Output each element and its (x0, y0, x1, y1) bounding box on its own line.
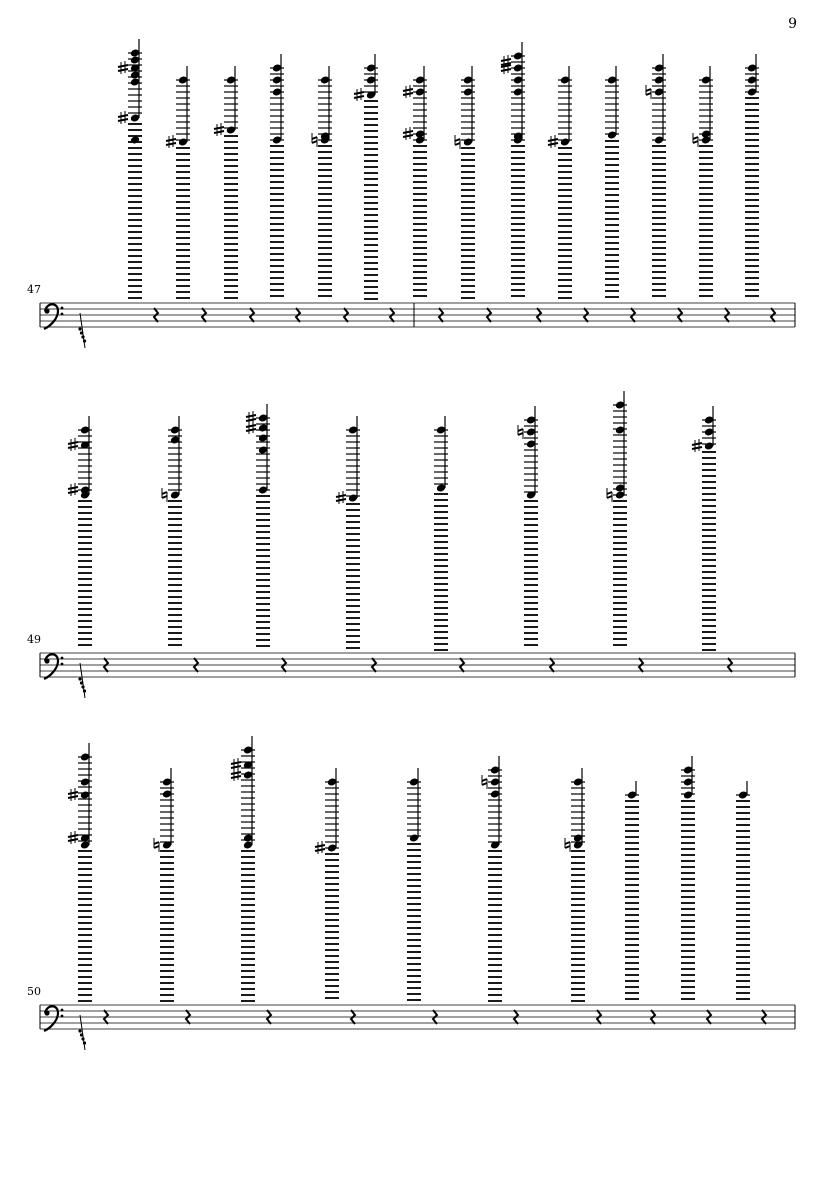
sharp-stroke (403, 89, 413, 91)
quarter-rest (728, 658, 732, 672)
grace-note (80, 331, 83, 334)
quarter-rest (433, 1010, 437, 1024)
quarter-rest (439, 308, 443, 322)
sharp-stroke (336, 495, 346, 497)
quarter-rest (296, 308, 300, 322)
sharp-stroke (68, 796, 78, 798)
grace-stem (80, 663, 85, 698)
chord (693, 66, 729, 322)
quarter-rest (597, 1010, 601, 1024)
natural-stroke (693, 141, 698, 143)
sharp-stroke (548, 143, 558, 145)
chord (407, 768, 437, 1024)
chord (68, 416, 108, 672)
chord (565, 768, 601, 1024)
chord (154, 768, 190, 1024)
sharp-stroke (692, 443, 702, 445)
chord (646, 54, 682, 322)
natural-stroke (646, 89, 651, 91)
quarter-rest (282, 658, 286, 672)
quarter-rest (344, 308, 348, 322)
sharp-stroke (231, 776, 241, 778)
natural-stroke (312, 141, 317, 143)
page-number: 9 (788, 16, 797, 32)
measure-number-49: 49 (27, 633, 41, 646)
quarter-rest (725, 308, 729, 322)
sharp-stroke (246, 429, 256, 431)
quarter-rest (267, 1010, 271, 1024)
grace-note (80, 681, 83, 684)
chord (605, 66, 635, 322)
sharp-stroke (166, 139, 176, 141)
quarter-rest (639, 658, 643, 672)
sharp-stroke (315, 849, 325, 851)
measure-number-47: 47 (27, 283, 41, 296)
sharp-stroke (403, 131, 413, 133)
quarter-rest (631, 308, 635, 322)
quarter-rest (194, 658, 198, 672)
sharp-stroke (548, 139, 558, 141)
natural-stroke (312, 137, 317, 139)
grace-note (81, 1037, 84, 1040)
grace-note (78, 677, 81, 680)
staff-system-50 (40, 736, 795, 1050)
natural-stroke (482, 783, 487, 785)
sharp-stroke (354, 92, 364, 94)
quarter-rest (202, 308, 206, 322)
quarter-rest (104, 1010, 108, 1024)
natural-stroke (455, 143, 460, 145)
grace-stem (80, 1015, 85, 1050)
sharp-stroke (246, 419, 256, 421)
chord (403, 66, 443, 322)
chord (166, 66, 206, 322)
bass-clef-curve (44, 1006, 58, 1031)
chord (336, 416, 376, 672)
sharp-stroke (231, 762, 241, 764)
chord (625, 781, 655, 1024)
quarter-rest (250, 308, 254, 322)
sharp-stroke (118, 69, 128, 71)
sharp-stroke (354, 96, 364, 98)
chord (434, 416, 464, 672)
natural-stroke (154, 842, 159, 844)
grace-note (83, 1041, 86, 1044)
sharp-stroke (246, 415, 256, 417)
sharp-stroke (118, 65, 128, 67)
grace-note (81, 685, 84, 688)
grace-note (83, 339, 86, 342)
chord (118, 39, 158, 322)
sharp-stroke (166, 143, 176, 145)
natural-stroke (162, 496, 167, 498)
sharp-stroke (403, 135, 413, 137)
chord (246, 404, 286, 672)
grace-note (78, 327, 81, 330)
quarter-rest (651, 1010, 655, 1024)
grace-stem (80, 313, 85, 348)
sharp-stroke (692, 447, 702, 449)
bass-clef-dot (61, 313, 64, 316)
chord (745, 54, 775, 322)
natural-stroke (482, 779, 487, 781)
sharp-stroke (118, 119, 128, 121)
grace-note (81, 335, 84, 338)
bass-clef-curve (44, 304, 58, 329)
quarter-rest (390, 308, 394, 322)
sharp-stroke (68, 487, 78, 489)
natural-stroke (565, 842, 570, 844)
chord (736, 781, 766, 1024)
bass-clef-dot (61, 307, 64, 310)
sharp-stroke (68, 442, 78, 444)
chord (315, 768, 355, 1024)
sharp-stroke (214, 127, 224, 129)
chord (455, 66, 491, 322)
bass-clef-dot (61, 1009, 64, 1012)
quarter-rest (707, 1010, 711, 1024)
quarter-rest (186, 1010, 190, 1024)
natural-stroke (646, 93, 651, 95)
grace-note (80, 1033, 83, 1036)
quarter-rest (771, 308, 775, 322)
quarter-rest (762, 1010, 766, 1024)
natural-stroke (518, 433, 523, 435)
sharp-stroke (231, 772, 241, 774)
staff-system-47 (40, 39, 795, 348)
sharp-stroke (231, 766, 241, 768)
chord (548, 66, 588, 322)
sharp-stroke (214, 131, 224, 133)
chord (518, 406, 554, 672)
sharp-stroke (68, 491, 78, 493)
quarter-rest (550, 658, 554, 672)
chord (692, 406, 732, 672)
sharp-stroke (246, 425, 256, 427)
chord (231, 736, 271, 1024)
quarter-rest (514, 1010, 518, 1024)
natural-stroke (565, 846, 570, 848)
chord (354, 54, 394, 322)
chord (270, 54, 300, 322)
chord (681, 756, 711, 1024)
bass-clef-dot (44, 658, 49, 663)
natural-stroke (518, 429, 523, 431)
chord (68, 743, 108, 1024)
sharp-stroke (118, 115, 128, 117)
chord (312, 66, 348, 322)
quarter-rest (154, 308, 158, 322)
bass-clef-curve (44, 654, 58, 679)
chord (501, 42, 541, 322)
bass-clef-dot (44, 308, 49, 313)
sharp-stroke (403, 93, 413, 95)
grace-note (78, 1029, 81, 1032)
sharp-stroke (68, 839, 78, 841)
chord (607, 391, 643, 672)
quarter-rest (460, 658, 464, 672)
quarter-rest (351, 1010, 355, 1024)
chord (214, 66, 254, 322)
bass-clef-dot (44, 1010, 49, 1015)
sharp-stroke (501, 59, 511, 61)
grace-note (83, 689, 86, 692)
chord (482, 756, 518, 1024)
natural-stroke (154, 846, 159, 848)
natural-stroke (693, 137, 698, 139)
chord (162, 416, 198, 672)
natural-stroke (162, 492, 167, 494)
measure-number-50: 50 (27, 985, 41, 998)
sharp-stroke (315, 845, 325, 847)
quarter-rest (104, 658, 108, 672)
natural-stroke (455, 139, 460, 141)
bass-clef-dot (61, 663, 64, 666)
quarter-rest (678, 308, 682, 322)
quarter-rest (584, 308, 588, 322)
sharp-stroke (501, 69, 511, 71)
sharp-stroke (68, 446, 78, 448)
sharp-stroke (68, 835, 78, 837)
staff-system-49 (40, 391, 795, 698)
bass-clef-dot (61, 657, 64, 660)
quarter-rest (487, 308, 491, 322)
quarter-rest (537, 308, 541, 322)
sharp-stroke (68, 792, 78, 794)
natural-stroke (607, 496, 612, 498)
natural-stroke (607, 492, 612, 494)
sharp-stroke (336, 499, 346, 501)
bass-clef-dot (61, 1015, 64, 1018)
quarter-rest (372, 658, 376, 672)
